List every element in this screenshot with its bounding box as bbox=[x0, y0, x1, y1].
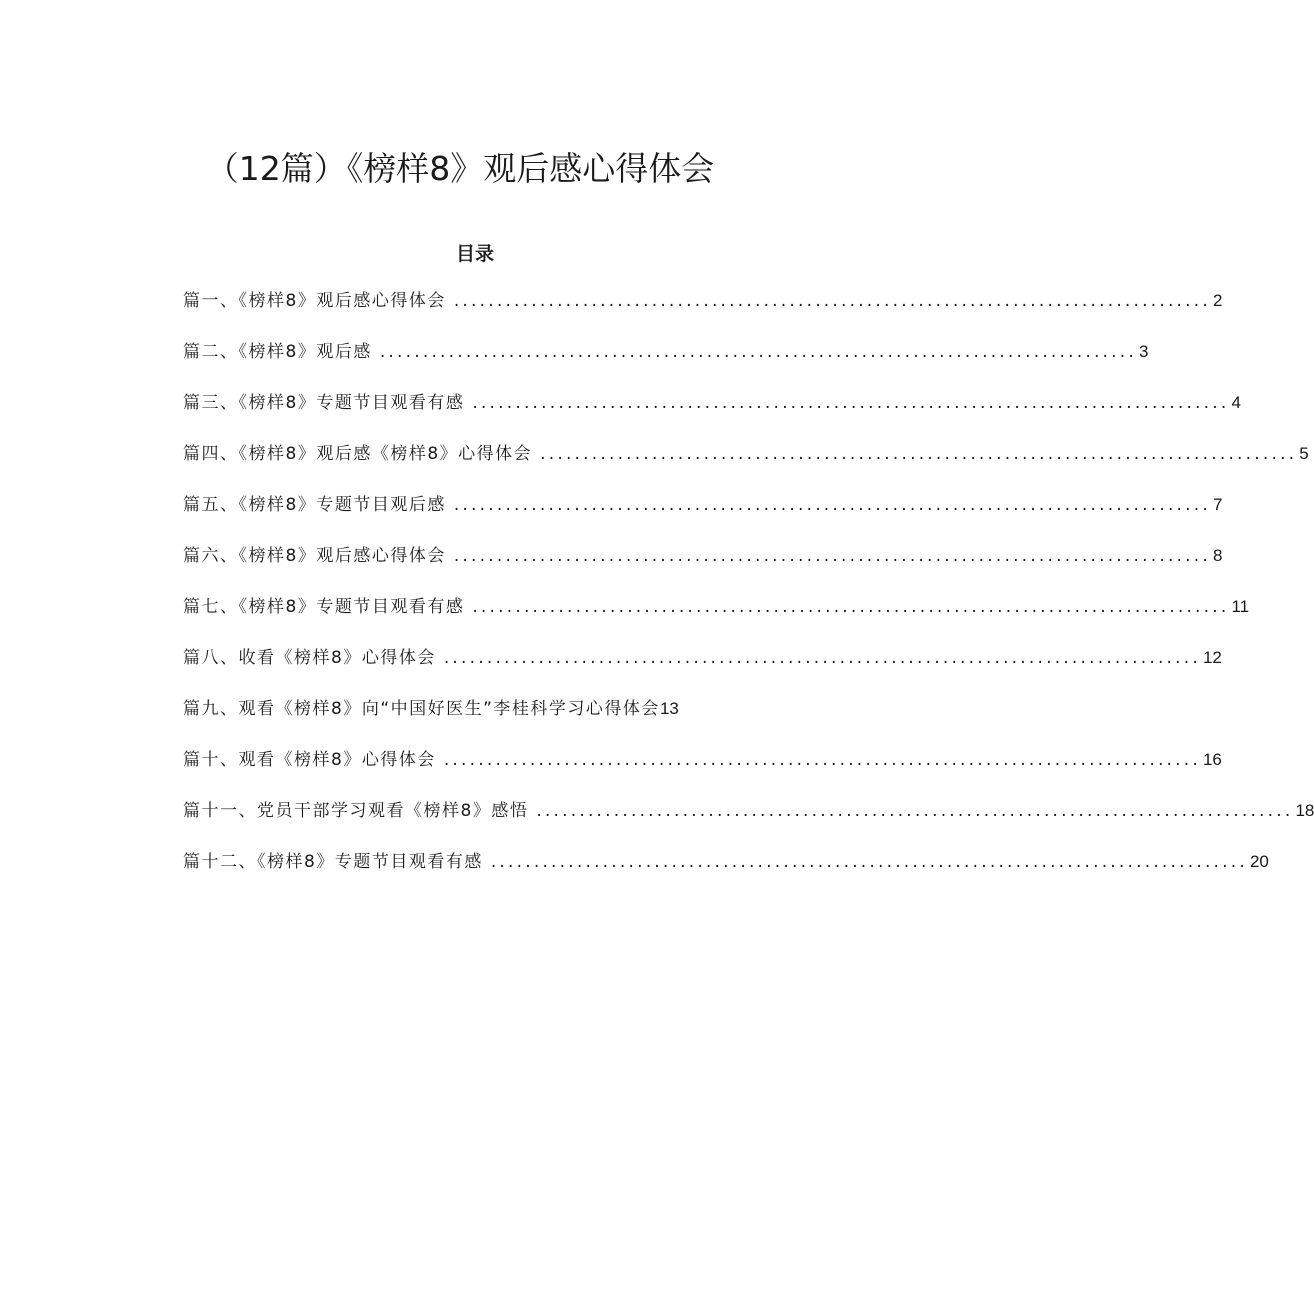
toc-entry[interactable] bbox=[183, 646, 1222, 697]
toc-dot-leader: ........................................................................................ bbox=[453, 546, 1211, 566]
toc-dot-leader: ........................................................................................ bbox=[443, 648, 1201, 668]
toc-entry-title: 篇二、《榜样8》观后感 bbox=[183, 342, 372, 362]
toc-dot-leader: ........................................................................................ bbox=[379, 342, 1137, 362]
toc-dot-leader: ........................................................................................ bbox=[536, 801, 1294, 821]
toc-page-number: 13 bbox=[659, 699, 679, 718]
toc-page-number: 7 bbox=[1212, 495, 1223, 514]
toc-entry[interactable] bbox=[183, 697, 777, 748]
document-title: （12篇）《榜样8》观后感心得体会 bbox=[205, 149, 715, 188]
toc-page-number: 18 bbox=[1295, 801, 1314, 820]
toc-dot-leader: ........................................................................................ bbox=[472, 597, 1230, 617]
toc-entry[interactable] bbox=[183, 850, 1269, 901]
toc-entry-title: 篇八、收看《榜样8》心得体会 bbox=[183, 648, 436, 668]
toc-entry-title: 篇五、《榜样8》专题节目观后感 bbox=[183, 495, 446, 515]
toc-entry-title: 篇九、观看《榜样8》向“中国好医生”李桂科学习心得体会 bbox=[183, 699, 660, 719]
toc-entry-title: 篇三、《榜样8》专题节目观看有感 bbox=[183, 393, 465, 413]
toc-entry[interactable] bbox=[183, 340, 1149, 391]
table-of-contents bbox=[183, 289, 1314, 901]
toc-entry-title: 篇十二、《榜样8》专题节目观看有感 bbox=[183, 852, 483, 872]
toc-entry-title: 篇一、《榜样8》观后感心得体会 bbox=[183, 291, 446, 311]
toc-page-number: 3 bbox=[1138, 342, 1149, 361]
toc-entry[interactable] bbox=[183, 289, 1223, 340]
toc-entry-title: 篇七、《榜样8》专题节目观看有感 bbox=[183, 597, 465, 617]
toc-heading: 目录 bbox=[455, 243, 494, 265]
toc-dot-leader: ........................................................................................ bbox=[453, 495, 1211, 515]
toc-entry[interactable] bbox=[183, 493, 1223, 544]
toc-entry-title: 篇十、观看《榜样8》心得体会 bbox=[183, 750, 436, 770]
toc-entry-title: 篇四、《榜样8》观后感《榜样8》心得体会 bbox=[183, 444, 533, 464]
toc-page-number: 5 bbox=[1299, 444, 1309, 463]
toc-entry[interactable] bbox=[183, 595, 1250, 646]
toc-page-number: 12 bbox=[1202, 648, 1222, 667]
toc-entry[interactable] bbox=[183, 544, 1223, 595]
toc-entry[interactable] bbox=[183, 391, 1241, 442]
toc-dot-leader: ........................................................................................ bbox=[453, 291, 1211, 311]
toc-page-number: 16 bbox=[1202, 750, 1222, 769]
toc-dot-leader: ........................................................................................ bbox=[472, 393, 1230, 413]
toc-page-number: 11 bbox=[1231, 597, 1250, 616]
toc-entry-title: 篇十一、党员干部学习观看《榜样8》感悟 bbox=[183, 801, 529, 821]
toc-page-number: 20 bbox=[1249, 852, 1269, 871]
toc-entry-title: 篇六、《榜样8》观后感心得体会 bbox=[183, 546, 446, 566]
toc-page-number: 2 bbox=[1212, 291, 1223, 310]
toc-entry[interactable] bbox=[183, 799, 1314, 850]
toc-dot-leader: ........................................................................................ bbox=[490, 852, 1248, 872]
toc-dot-leader: ........................................................................................ bbox=[540, 444, 1298, 464]
toc-entry[interactable] bbox=[183, 748, 1222, 799]
toc-entry[interactable] bbox=[183, 442, 1309, 493]
toc-dot-leader: ........................................................................................ bbox=[443, 750, 1201, 770]
toc-page-number: 4 bbox=[1231, 393, 1241, 412]
toc-page-number: 8 bbox=[1212, 546, 1223, 565]
